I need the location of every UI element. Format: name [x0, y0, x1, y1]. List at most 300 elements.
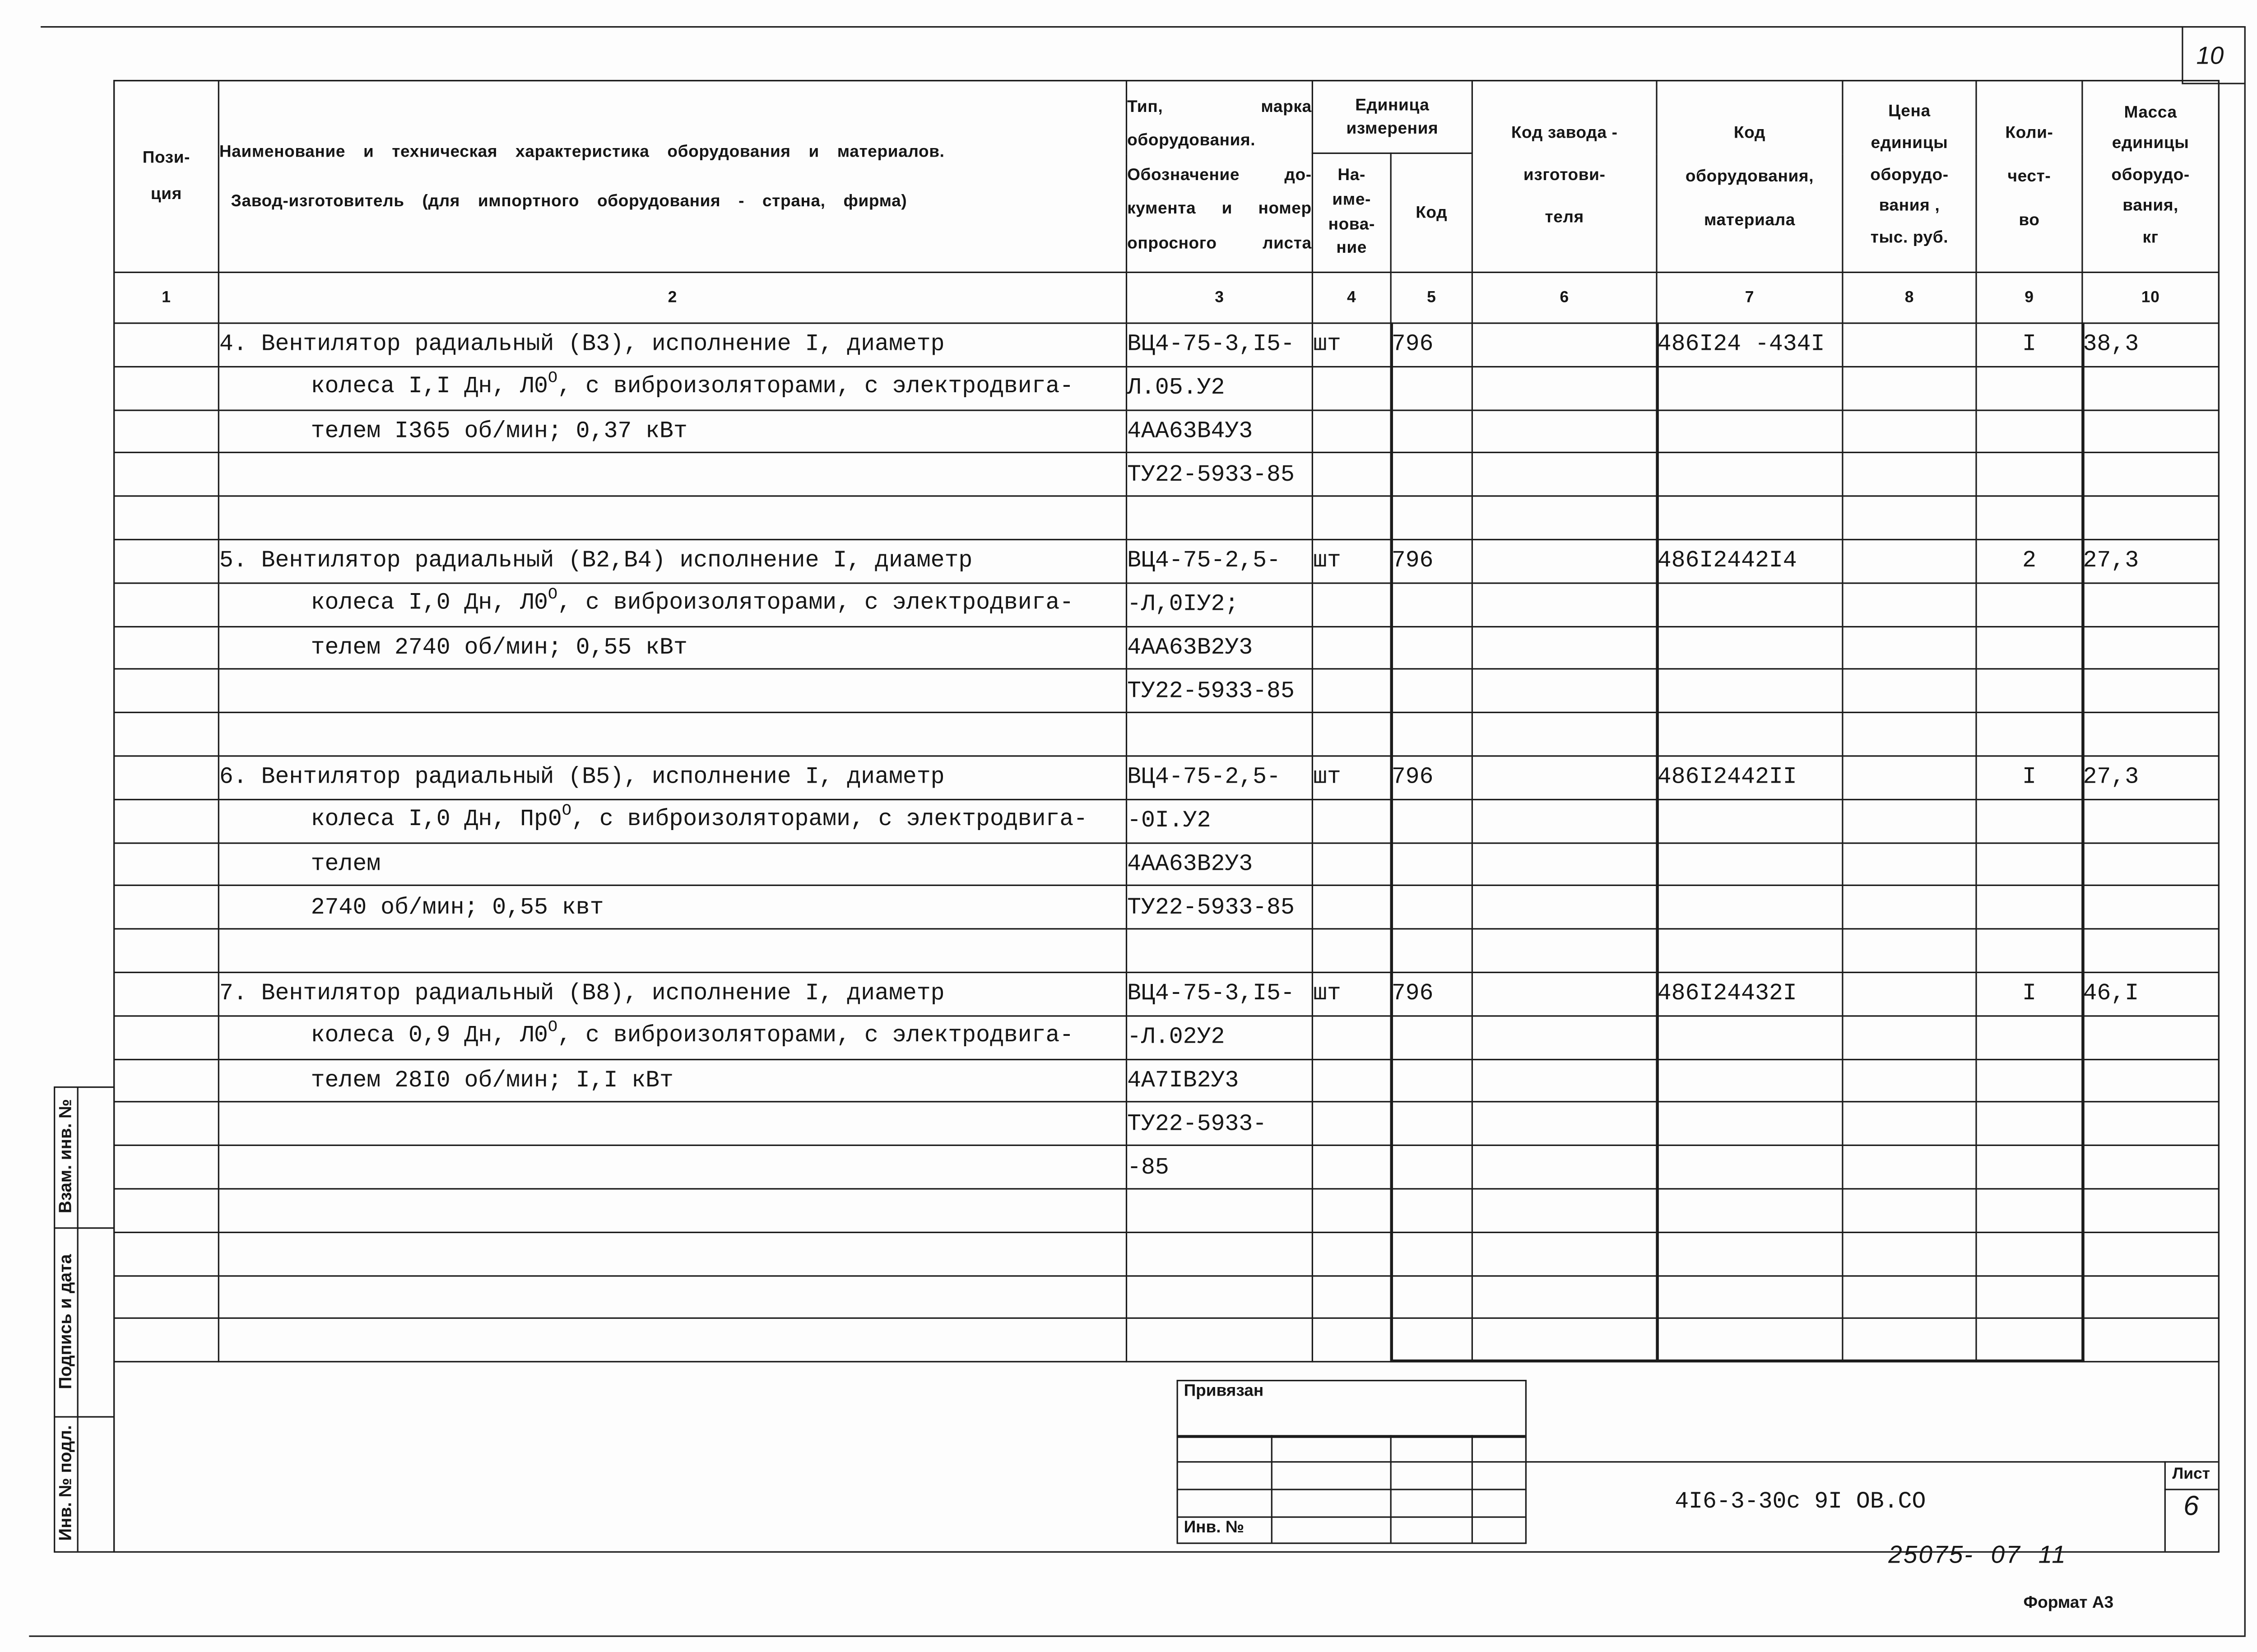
- cell-price: [1843, 453, 1976, 497]
- cell-position: [114, 453, 219, 497]
- side-stamp-replaced-inv: Взам. инв. №: [55, 1099, 76, 1214]
- table-row: [114, 756, 2219, 799]
- header-text-line: материала: [1704, 211, 1796, 229]
- column-number: 5: [1391, 272, 1472, 323]
- table-row: [114, 713, 2219, 756]
- cell-unit-name: [1312, 1102, 1391, 1146]
- cell-plant-code: [1472, 972, 1657, 1016]
- cell-price: [1843, 756, 1976, 799]
- table-header: [114, 81, 2219, 323]
- cell-equipment-code: [1657, 799, 1843, 843]
- cell-equipment-code: [1657, 1189, 1843, 1232]
- cell-quantity: [1976, 410, 2082, 453]
- header-plant-code: [1472, 81, 1657, 273]
- cell-plant-code: [1472, 756, 1657, 799]
- cell-type: 4А7IВ2У3: [1126, 1059, 1312, 1102]
- column-number: 9: [1976, 272, 2082, 323]
- cell-name: [218, 713, 1126, 756]
- name-text: колеса I,I Дн, Л0: [311, 373, 548, 400]
- trim-line-right: [2244, 26, 2246, 1635]
- cell-unit-name: [1312, 929, 1391, 972]
- header-text-line: нова-: [1328, 215, 1375, 233]
- cell-name: [218, 583, 1126, 626]
- cell-unit-code: [1391, 1189, 1472, 1232]
- cell-mass: [2082, 669, 2219, 713]
- cell-unit-code: [1391, 1102, 1472, 1146]
- cell-unit-name: [1312, 1275, 1391, 1318]
- cell-equipment-code: [1657, 1275, 1843, 1318]
- cell-type: -0I.У2: [1126, 799, 1312, 843]
- name-superscript: O: [562, 803, 572, 821]
- header-text-line: оборудования,: [1685, 167, 1814, 186]
- cell-position: [114, 713, 219, 756]
- cell-position: [114, 1059, 219, 1102]
- emphasis-line-middle: [1655, 322, 1658, 1361]
- emphasis-line-right: [2081, 322, 2084, 1361]
- cell-price: [1843, 367, 1976, 410]
- cell-position: [114, 1016, 219, 1059]
- cell-position: [114, 1318, 219, 1362]
- cell-type: [1126, 713, 1312, 756]
- cell-equipment-code: [1657, 929, 1843, 972]
- cell-type: ВЦ4-75-3,I5-: [1126, 972, 1312, 1016]
- cell-name: [218, 1016, 1126, 1059]
- cell-position: [114, 669, 219, 713]
- cell-equipment-code: [1657, 1059, 1843, 1102]
- cell-quantity: [1976, 1059, 2082, 1102]
- cell-quantity: [1976, 929, 2082, 972]
- cell-unit-name: [1312, 453, 1391, 497]
- header-text-line: Масса: [2124, 104, 2177, 122]
- header-text-line: Единица: [1355, 96, 1430, 114]
- table-row: [114, 367, 2219, 410]
- cell-name: [218, 799, 1126, 843]
- cell-unit-name: шт: [1312, 756, 1391, 799]
- cell-position: [114, 497, 219, 540]
- cell-type: [1126, 1275, 1312, 1318]
- cell-equipment-code: [1657, 1318, 1843, 1362]
- cell-equipment-code: 486I24 -434I: [1657, 323, 1843, 367]
- cell-equipment-code: [1657, 1146, 1843, 1189]
- cell-name: [218, 756, 1126, 799]
- cell-mass: [2082, 626, 2219, 669]
- cell-price: [1843, 1016, 1976, 1059]
- table-row: [114, 1146, 2219, 1189]
- cell-quantity: [1976, 1232, 2082, 1276]
- cell-name: [218, 929, 1126, 972]
- binding-stamp-col-line: [1472, 1435, 1473, 1542]
- cell-plant-code: [1472, 843, 1657, 886]
- cell-unit-name: шт: [1312, 323, 1391, 367]
- cell-unit-name: [1312, 497, 1391, 540]
- sheet-number: 6: [2183, 1491, 2199, 1522]
- cell-position: [114, 1275, 219, 1318]
- table-row: [114, 1232, 2219, 1276]
- name-text: телем 28I0 об/мин; I,I кВт: [311, 1067, 673, 1094]
- table-body: [114, 323, 2219, 1362]
- name-text: телем: [311, 851, 381, 877]
- cell-price: [1843, 799, 1976, 843]
- cell-quantity: I: [1976, 756, 2082, 799]
- trim-line-bottom: [29, 1635, 2246, 1637]
- cell-position: [114, 1102, 219, 1146]
- header-position: [114, 81, 219, 273]
- cell-type: Л.05.У2: [1126, 367, 1312, 410]
- cell-name: [218, 1059, 1126, 1102]
- cell-unit-code: [1391, 669, 1472, 713]
- cell-type: 4АА63В4У3: [1126, 410, 1312, 453]
- cell-equipment-code: 486I24432I: [1657, 972, 1843, 1016]
- cell-equipment-code: [1657, 1232, 1843, 1276]
- table-row: [114, 583, 2219, 626]
- cell-type: [1126, 1189, 1312, 1232]
- header-text-line: Наименование и техническая характеристика оборудования и материалов.: [219, 143, 945, 161]
- cell-quantity: [1976, 1146, 2082, 1189]
- cell-mass: [2082, 713, 2219, 756]
- header-text-line: измерения: [1346, 120, 1439, 138]
- cell-plant-code: [1472, 1146, 1657, 1189]
- cell-position: [114, 799, 219, 843]
- header-unit-code: [1391, 153, 1472, 272]
- cell-quantity: [1976, 583, 2082, 626]
- cell-unit-name: [1312, 843, 1391, 886]
- cell-quantity: [1976, 1189, 2082, 1232]
- cell-unit-name: шт: [1312, 972, 1391, 1016]
- cell-position: [114, 323, 219, 367]
- cell-mass: [2082, 583, 2219, 626]
- table-row: [114, 539, 2219, 583]
- cell-name: [218, 1189, 1126, 1232]
- cell-equipment-code: [1657, 1102, 1843, 1146]
- cell-mass: [2082, 843, 2219, 886]
- cell-equipment-code: [1657, 713, 1843, 756]
- column-number: 2: [218, 272, 1126, 323]
- cell-mass: 27,3: [2082, 756, 2219, 799]
- cell-quantity: [1976, 497, 2082, 540]
- cell-unit-name: [1312, 1318, 1391, 1362]
- cell-unit-name: [1312, 799, 1391, 843]
- binding-stamp-col-line: [1390, 1435, 1392, 1542]
- name-text-after: , с виброизоляторами, с электродвига-: [557, 1022, 1074, 1049]
- cell-plant-code: [1472, 1318, 1657, 1362]
- cell-mass: [2082, 453, 2219, 497]
- cell-mass: [2082, 1146, 2219, 1189]
- header-text-line: во: [2019, 211, 2040, 229]
- header-text-line: теля: [1545, 209, 1584, 227]
- cell-equipment-code: [1657, 583, 1843, 626]
- cell-unit-name: [1312, 1146, 1391, 1189]
- name-text-after: , с виброизоляторами, с электродвига-: [557, 373, 1074, 400]
- cell-position: [114, 1232, 219, 1276]
- name-text: 4. Вентилятор радиальный (В3), исполнение I, диаметр: [219, 331, 945, 358]
- cell-quantity: [1976, 1275, 2082, 1318]
- header-text-line: Коли-: [2005, 124, 2053, 142]
- cell-unit-name: [1312, 367, 1391, 410]
- header-price: [1843, 81, 1976, 273]
- header-text-line: Цена: [1888, 103, 1931, 121]
- cell-quantity: I: [1976, 323, 2082, 367]
- cell-equipment-code: [1657, 367, 1843, 410]
- cell-price: [1843, 323, 1976, 367]
- cell-position: [114, 972, 219, 1016]
- cell-unit-code: [1391, 583, 1472, 626]
- table-row: [114, 799, 2219, 843]
- cell-mass: [2082, 799, 2219, 843]
- cell-name: [218, 1275, 1126, 1318]
- header-text-line: Тип, марка: [1127, 98, 1312, 116]
- name-superscript: O: [548, 371, 558, 388]
- cell-position: [114, 626, 219, 669]
- cell-type: -85: [1126, 1146, 1312, 1189]
- cell-price: [1843, 410, 1976, 453]
- specification-table: [113, 80, 2220, 1363]
- cell-unit-name: [1312, 886, 1391, 929]
- cell-name: [218, 669, 1126, 713]
- header-text-line: Код завода -: [1511, 125, 1618, 143]
- cell-price: [1843, 539, 1976, 583]
- cell-mass: [2082, 1016, 2219, 1059]
- cell-unit-name: [1312, 1016, 1391, 1059]
- cell-quantity: [1976, 713, 2082, 756]
- cell-type: [1126, 1232, 1312, 1276]
- cell-unit-name: [1312, 669, 1391, 713]
- name-superscript: O: [548, 587, 558, 605]
- cell-type: ВЦ4-75-3,I5-: [1126, 323, 1312, 367]
- side-stamp-original-inv: Инв. № подл.: [55, 1425, 76, 1541]
- cell-price: [1843, 1102, 1976, 1146]
- cell-name: [218, 886, 1126, 929]
- header-text-line: чест-: [2007, 167, 2051, 186]
- cell-position: [114, 1189, 219, 1232]
- cell-unit-code: [1391, 497, 1472, 540]
- table-row: [114, 1102, 2219, 1146]
- cell-plant-code: [1472, 1275, 1657, 1318]
- cell-equipment-code: 486I2442I4: [1657, 539, 1843, 583]
- cell-name: [218, 1102, 1126, 1146]
- cell-unit-name: [1312, 583, 1391, 626]
- cell-mass: [2082, 1102, 2219, 1146]
- column-number: 7: [1657, 272, 1843, 323]
- table-row: [114, 972, 2219, 1016]
- header-name: [218, 81, 1126, 273]
- cell-equipment-code: [1657, 410, 1843, 453]
- cell-equipment-code: [1657, 1016, 1843, 1059]
- cell-name: [218, 972, 1126, 1016]
- cell-equipment-code: [1657, 497, 1843, 540]
- table-row: [114, 1189, 2219, 1232]
- header-text-line: Обозначение до-: [1127, 167, 1312, 184]
- cell-quantity: 2: [1976, 539, 2082, 583]
- cell-mass: [2082, 367, 2219, 410]
- cell-equipment-code: [1657, 626, 1843, 669]
- table-row: [114, 626, 2219, 669]
- cell-unit-code: [1391, 626, 1472, 669]
- cell-unit-code: [1391, 1059, 1472, 1102]
- cell-type: [1126, 1318, 1312, 1362]
- header-text-line: единицы: [1871, 135, 1948, 153]
- cell-mass: 46,I: [2082, 972, 2219, 1016]
- header-text-line: кг: [2142, 229, 2159, 247]
- cell-quantity: [1976, 1318, 2082, 1362]
- cell-unit-name: [1312, 410, 1391, 453]
- side-stamp-signature-date: Подпись и дата: [55, 1254, 76, 1389]
- header-equipment-code: [1657, 81, 1843, 273]
- binding-stamp-col-line: [1271, 1435, 1272, 1542]
- cell-position: [114, 756, 219, 799]
- header-text-line: изготови-: [1523, 167, 1606, 185]
- cell-price: [1843, 669, 1976, 713]
- cell-mass: [2082, 1232, 2219, 1276]
- side-stamp-row-line: [54, 1227, 113, 1229]
- name-text: 6. Вентилятор радиальный (В5), исполнение I, диаметр: [219, 764, 945, 791]
- cell-plant-code: [1472, 1102, 1657, 1146]
- cell-quantity: [1976, 1102, 2082, 1146]
- cell-equipment-code: [1657, 886, 1843, 929]
- cell-position: [114, 410, 219, 453]
- cell-equipment-code: [1657, 669, 1843, 713]
- table-row: [114, 1016, 2219, 1059]
- cell-equipment-code: 486I2442II: [1657, 756, 1843, 799]
- column-number: 4: [1312, 272, 1391, 323]
- column-number: 6: [1472, 272, 1657, 323]
- cell-mass: [2082, 929, 2219, 972]
- cell-plant-code: [1472, 367, 1657, 410]
- cell-mass: [2082, 410, 2219, 453]
- cell-position: [114, 367, 219, 410]
- name-text: колеса 0,9 Дн, Л0: [311, 1022, 548, 1049]
- cell-unit-code: [1391, 799, 1472, 843]
- cell-unit-code: [1391, 1232, 1472, 1276]
- header-text-line: ция: [150, 185, 182, 203]
- cell-name: [218, 843, 1126, 886]
- cell-unit-name: [1312, 1189, 1391, 1232]
- cell-unit-name: [1312, 713, 1391, 756]
- cell-plant-code: [1472, 886, 1657, 929]
- page-number-box-left: [2182, 26, 2183, 83]
- cell-type: -Л.02У2: [1126, 1016, 1312, 1059]
- cell-type: 4АА63В2У3: [1126, 843, 1312, 886]
- name-superscript: O: [548, 1020, 558, 1038]
- cell-price: [1843, 972, 1976, 1016]
- format-label: Формат А3: [2023, 1595, 2114, 1612]
- cell-position: [114, 929, 219, 972]
- cell-unit-code: [1391, 367, 1472, 410]
- cell-quantity: I: [1976, 972, 2082, 1016]
- header-text-line: Пози-: [142, 148, 190, 167]
- cell-price: [1843, 713, 1976, 756]
- cell-price: [1843, 583, 1976, 626]
- cell-mass: 27,3: [2082, 539, 2219, 583]
- cell-name: [218, 453, 1126, 497]
- cell-price: [1843, 886, 1976, 929]
- cell-plant-code: [1472, 539, 1657, 583]
- table-row: [114, 886, 2219, 929]
- header-text-line: На-: [1337, 167, 1366, 185]
- name-text: колеса I,0 Дн, Л0: [311, 590, 548, 616]
- name-text: 5. Вентилятор радиальный (В2,В4) исполнение I, диаметр: [219, 548, 973, 575]
- cell-position: [114, 886, 219, 929]
- table-row: [114, 497, 2219, 540]
- table-row: [114, 1318, 2219, 1362]
- name-text: телем 2740 об/мин; 0,55 кВт: [311, 635, 687, 661]
- emphasis-line-left: [1389, 322, 1392, 1361]
- cell-mass: [2082, 497, 2219, 540]
- cell-type: ВЦ4-75-2,5-: [1126, 756, 1312, 799]
- cell-unit-name: [1312, 1059, 1391, 1102]
- table-row: [114, 843, 2219, 886]
- cell-price: [1843, 1059, 1976, 1102]
- cell-name: [218, 497, 1126, 540]
- side-stamp-divider: [77, 1086, 79, 1551]
- header-text-line: Завод-изготовитель (для импортного оборудования - страна, фирма): [231, 192, 907, 210]
- table-row: [114, 1059, 2219, 1102]
- cell-type: 4АА63В2У3: [1126, 626, 1312, 669]
- cell-position: [114, 583, 219, 626]
- cell-plant-code: [1472, 799, 1657, 843]
- cell-unit-code: [1391, 1016, 1472, 1059]
- cell-name: [218, 1232, 1126, 1276]
- cell-price: [1843, 1318, 1976, 1362]
- cell-plant-code: [1472, 669, 1657, 713]
- header-text-line: единицы: [2112, 135, 2189, 153]
- header-text-line: име-: [1332, 191, 1371, 209]
- cell-unit-name: шт: [1312, 539, 1391, 583]
- cell-type: ТУ22-5933-: [1126, 1102, 1312, 1146]
- header-type: [1126, 81, 1312, 273]
- table-row: [114, 323, 2219, 367]
- header-mass: [2082, 81, 2219, 273]
- cell-name: [218, 367, 1126, 410]
- sheet-label: Лист: [2172, 1465, 2211, 1483]
- cell-unit-code: 796: [1391, 756, 1472, 799]
- cell-unit-code: [1391, 929, 1472, 972]
- name-text-after: , с виброизоляторами, с электродвига-: [557, 590, 1074, 616]
- cell-mass: [2082, 1189, 2219, 1232]
- cell-type: ТУ22-5933-85: [1126, 453, 1312, 497]
- column-number: 3: [1126, 272, 1312, 323]
- cell-type: ТУ22-5933-85: [1126, 886, 1312, 929]
- cell-mass: [2082, 886, 2219, 929]
- emphasis-line-bottom: [1389, 1360, 2084, 1362]
- cell-equipment-code: [1657, 843, 1843, 886]
- cell-plant-code: [1472, 323, 1657, 367]
- name-text: телем I365 об/мин; 0,37 кВт: [311, 418, 687, 445]
- cell-plant-code: [1472, 1059, 1657, 1102]
- cell-position: [114, 843, 219, 886]
- cell-price: [1843, 1232, 1976, 1276]
- cell-name: [218, 1146, 1126, 1189]
- binding-stamp-inv-label: Инв. №: [1184, 1519, 1245, 1537]
- name-text: колеса I,0 Дн, Пр0: [311, 806, 562, 833]
- cell-mass: [2082, 1059, 2219, 1102]
- column-number: 10: [2082, 272, 2219, 323]
- header-text-line: вания,: [2122, 198, 2178, 216]
- column-number: 1: [114, 272, 219, 323]
- cell-plant-code: [1472, 497, 1657, 540]
- table-row: [114, 929, 2219, 972]
- cell-price: [1843, 626, 1976, 669]
- cell-plant-code: [1472, 713, 1657, 756]
- header-text-line: Код: [1733, 124, 1766, 142]
- binding-stamp-title: Привязан: [1184, 1383, 1264, 1401]
- cell-plant-code: [1472, 410, 1657, 453]
- title-block-line: [1525, 1461, 2218, 1462]
- cell-unit-code: [1391, 1146, 1472, 1189]
- cell-equipment-code: [1657, 453, 1843, 497]
- handwritten-number: 25075- 07 11: [1888, 1541, 2067, 1569]
- cell-unit-code: [1391, 1275, 1472, 1318]
- cell-plant-code: [1472, 453, 1657, 497]
